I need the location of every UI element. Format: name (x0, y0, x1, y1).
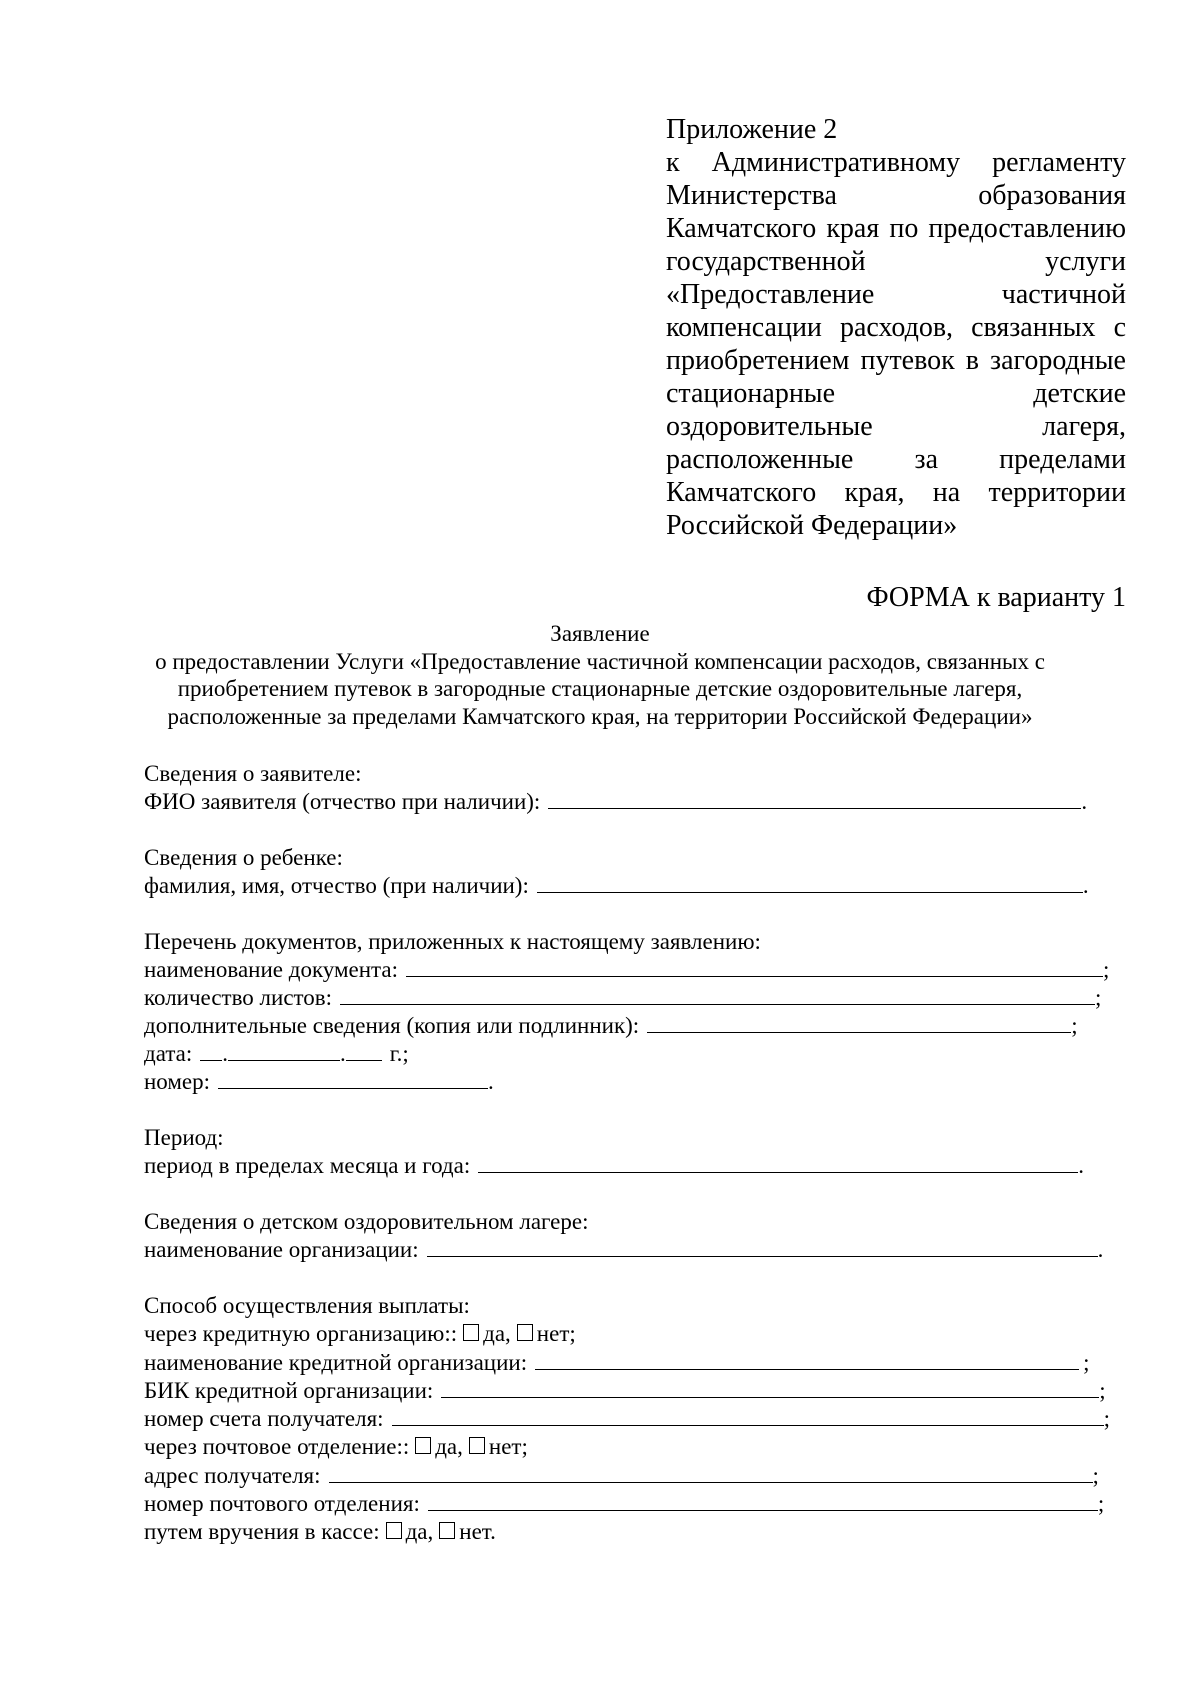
bank-name-field[interactable] (535, 1351, 1079, 1370)
appendix-line: Приложение 2 (666, 114, 838, 145)
doc-extra-row: дополнительные сведения (копия или подлинник): ; (144, 1013, 1078, 1038)
camp-org-row: наименование организации: . (144, 1237, 1104, 1262)
period-header: Период: (144, 1125, 224, 1150)
doc-date-label: дата: (144, 1041, 193, 1066)
appendix-line: оздоровительные лагеря, (666, 411, 1126, 442)
period-row: период в пределах месяца и года: . (144, 1153, 1084, 1178)
payment-credit-row: через кредитную организацию:: да, нет; (144, 1321, 576, 1346)
cash-no-checkbox[interactable] (439, 1522, 455, 1539)
doc-sheets-field[interactable] (340, 986, 1095, 1005)
address-row: адрес получателя: ; (144, 1463, 1099, 1488)
appendix-line: к Административному регламенту (666, 147, 1126, 178)
doc-sheets-label: количество листов: (144, 985, 333, 1010)
doc-number-label: номер: (144, 1069, 211, 1094)
payment-cash-row: путем вручения в кассе: да, нет. (144, 1519, 496, 1544)
applicant-fio-label: ФИО заявителя (отчество при наличии): (144, 789, 541, 814)
post-number-row: номер почтового отделения: ; (144, 1491, 1105, 1516)
payment-post-label: через почтовое отделение:: (144, 1434, 410, 1459)
appendix-line: Российской Федерации» (666, 510, 958, 541)
payment-header: Способ осуществления выплаты: (144, 1293, 470, 1318)
account-field[interactable] (392, 1407, 1104, 1426)
applicant-fio-row: ФИО заявителя (отчество при наличии): . (144, 789, 1088, 814)
bik-label: БИК кредитной организации: (144, 1378, 434, 1403)
bik-field[interactable] (441, 1379, 1099, 1398)
bank-name-row: наименование кредитной организации: ; (144, 1350, 1090, 1375)
title-line: о предоставлении Услуги «Предоставление частичной компенсации расходов, связанных с (155, 648, 1045, 674)
period-field[interactable] (478, 1154, 1078, 1173)
doc-date-row: дата: . . г.; (144, 1041, 409, 1066)
document-title (100, 620, 1100, 730)
doc-name-label: наименование документа: (144, 957, 398, 982)
payment-credit-label: через кредитную организацию:: (144, 1321, 458, 1346)
title-line: приобретением путевок в загородные стационарные детские оздоровительные лагеря, (177, 676, 1023, 701)
title-line: расположенные за пределами Камчатского края, на территории Российской Федерации» (167, 703, 1033, 729)
doc-date-day-field[interactable] (200, 1042, 222, 1061)
child-name-label: фамилия, имя, отчество (при наличии): (144, 873, 529, 898)
title-heading: Заявление (550, 621, 650, 646)
credit-yes-checkbox[interactable] (463, 1324, 479, 1341)
form-body (144, 760, 1134, 1547)
appendix-line: «Предоставление частичной (666, 279, 1126, 310)
payment-post-row: через почтовое отделение:: да, нет; (144, 1434, 528, 1459)
appendix-block (666, 113, 1126, 542)
camp-org-label: наименование организации: (144, 1237, 419, 1262)
account-label: номер счета получателя: (144, 1406, 384, 1431)
doc-extra-label: дополнительные сведения (копия или подлинник): (144, 1013, 640, 1038)
doc-date-year-field[interactable] (346, 1042, 382, 1061)
post-yes-checkbox[interactable] (415, 1437, 431, 1454)
appendix-line: расположенные за пределами (666, 444, 1126, 475)
bik-row: БИК кредитной организации: ; (144, 1378, 1106, 1403)
appendix-line: Министерства образования (666, 180, 1126, 211)
child-name-field[interactable] (537, 874, 1083, 893)
bank-name-label: наименование кредитной организации: (144, 1350, 528, 1375)
doc-number-row: номер: . (144, 1069, 494, 1094)
camp-header: Сведения о детском оздоровительном лагере: (144, 1209, 589, 1234)
appendix-line: стационарные детские (666, 378, 1126, 409)
address-label: адрес получателя: (144, 1463, 321, 1488)
doc-sheets-row: количество листов: ; (144, 985, 1102, 1010)
child-name-row: фамилия, имя, отчество (при наличии): . (144, 873, 1089, 898)
documents-header: Перечень документов, приложенных к настоящему заявлению: (144, 929, 761, 954)
doc-number-field[interactable] (218, 1070, 488, 1089)
applicant-header: Сведения о заявителе: (144, 761, 362, 786)
applicant-fio-field[interactable] (548, 790, 1081, 809)
doc-extra-field[interactable] (647, 1014, 1071, 1033)
appendix-line: Камчатского края по предоставлению (666, 213, 1126, 244)
camp-org-field[interactable] (427, 1238, 1098, 1257)
account-row: номер счета получателя: ; (144, 1406, 1110, 1431)
doc-name-field[interactable] (406, 958, 1103, 977)
period-label: период в пределах месяца и года: (144, 1153, 471, 1178)
appendix-line: Камчатского края, на территории (666, 477, 1126, 508)
doc-name-row: наименование документа: ; (144, 957, 1110, 982)
appendix-line: приобретением путевок в загородные (666, 345, 1126, 376)
address-field[interactable] (329, 1464, 1093, 1483)
appendix-line: государственной услуги (666, 246, 1126, 277)
post-number-label: номер почтового отделения: (144, 1491, 420, 1516)
cash-yes-checkbox[interactable] (386, 1522, 402, 1539)
post-number-field[interactable] (428, 1492, 1098, 1511)
credit-no-checkbox[interactable] (517, 1324, 533, 1341)
child-header: Сведения о ребенке: (144, 845, 343, 870)
doc-date-suffix: г.; (389, 1041, 409, 1066)
form-variant-label: ФОРМА к варианту 1 (866, 582, 1126, 613)
post-no-checkbox[interactable] (469, 1437, 485, 1454)
appendix-line: компенсации расходов, связанных с (666, 312, 1126, 343)
doc-date-month-field[interactable] (228, 1042, 340, 1061)
payment-cash-label: путем вручения в кассе: (144, 1519, 380, 1544)
